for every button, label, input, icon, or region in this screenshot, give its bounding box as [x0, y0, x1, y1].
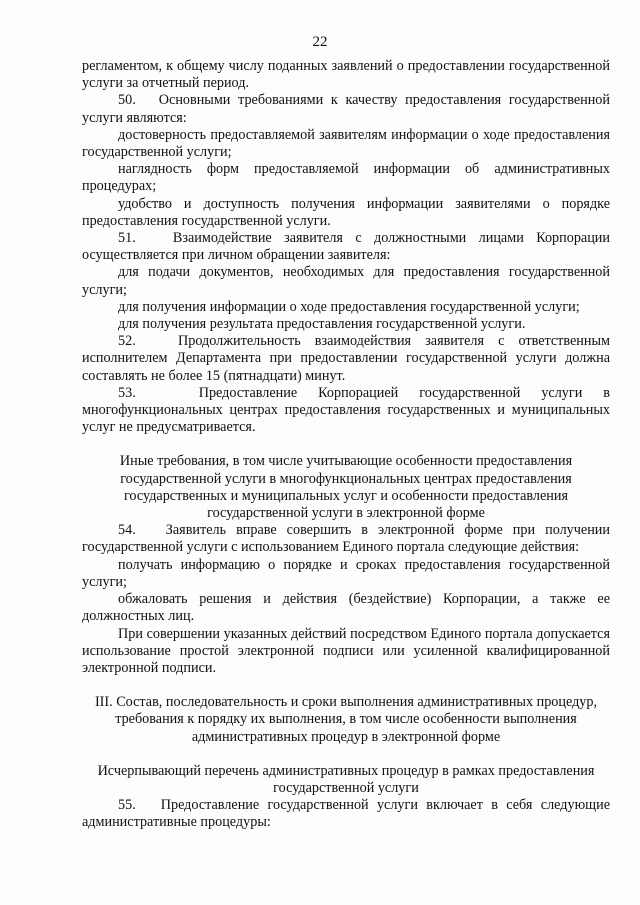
paragraph-54-item-appeal: обжаловать решения и действия (бездействие) Корпорации, а также ее должностных лиц. — [82, 591, 610, 625]
paragraph-continuation: регламентом, к общему числу поданных заявлений о предоставлении государственной услуги за отчетный период. — [82, 58, 610, 92]
paragraph-50: 50. Основными требованиями к качеству предоставления государственной услуги являются: — [82, 92, 610, 126]
paragraph-50-item-clarity: наглядность форм предоставляемой информации об административных процедурах; — [82, 161, 610, 195]
paragraph-53: 53. Предоставление Корпорацией государственной услуги в многофункциональных центрах предоставления государственных и муниципальных услуг не предусматривается. — [82, 384, 610, 436]
page-number: 22 — [312, 34, 328, 50]
paragraph-54: 54. Заявитель вправе совершить в электронной форме при получении государственной услуги с использованием Единого портала следующие действия: — [82, 522, 610, 556]
paragraph-50-item-reliability: достоверность предоставляемой заявителям информации о ходе предоставления государственной услуги; — [82, 126, 610, 161]
document-body — [82, 58, 610, 832]
paragraph-52: 52. Продолжительность взаимодействия заявителя с ответственным исполнителем Департамента при предоставлении государственной услуги должна составлять не более 15 (пятнадцати) минут. — [82, 333, 610, 384]
paragraph-51-item-submission: для подачи документов, необходимых для предоставления государственной услуги; — [82, 264, 610, 298]
paragraph-51: 51. Взаимодействие заявителя с должностными лицами Корпорации осуществляется при личном обращении заявителя: — [82, 230, 610, 264]
paragraph-50-item-convenience: удобство и доступность получения информации заявителями о порядке предоставления государственной услуги. — [82, 195, 610, 229]
paragraph-54-signature: При совершении указанных действий посредством Единого портала допускается использование простой электронной подписи или усиленной квалифицированной электронной подписи. — [82, 625, 610, 676]
heading-section-3: III. Состав, последовательность и сроки выполнения административных процедур, требования к порядку их выполнения, в том числе особенности выполнения административных процедур в электронной форме — [94, 694, 598, 745]
heading-other-requirements: Иные требования, в том числе учитывающие особенности предоставления государственной услуги в многофункциональных центрах предоставления государственных и муниципальных услуг и особенности предоставления государственной услуги в электронной форме — [119, 453, 573, 522]
paragraph-51-item-information: для получения информации о ходе предоставления государственной услуги; — [118, 298, 580, 315]
paragraph-51-item-result: для получения результата предоставления государственной услуги. — [118, 316, 526, 333]
paragraph-54-item-information: получать информацию о порядке и сроках предоставления государственной услуги; — [82, 556, 610, 590]
heading-exhaustive-list: Исчерпывающий перечень административных процедур в рамках предоставления государственной услуги — [97, 762, 595, 796]
paragraph-55: 55. Предоставление государственной услуги включает в себя следующие административные процедуры: — [82, 797, 610, 831]
